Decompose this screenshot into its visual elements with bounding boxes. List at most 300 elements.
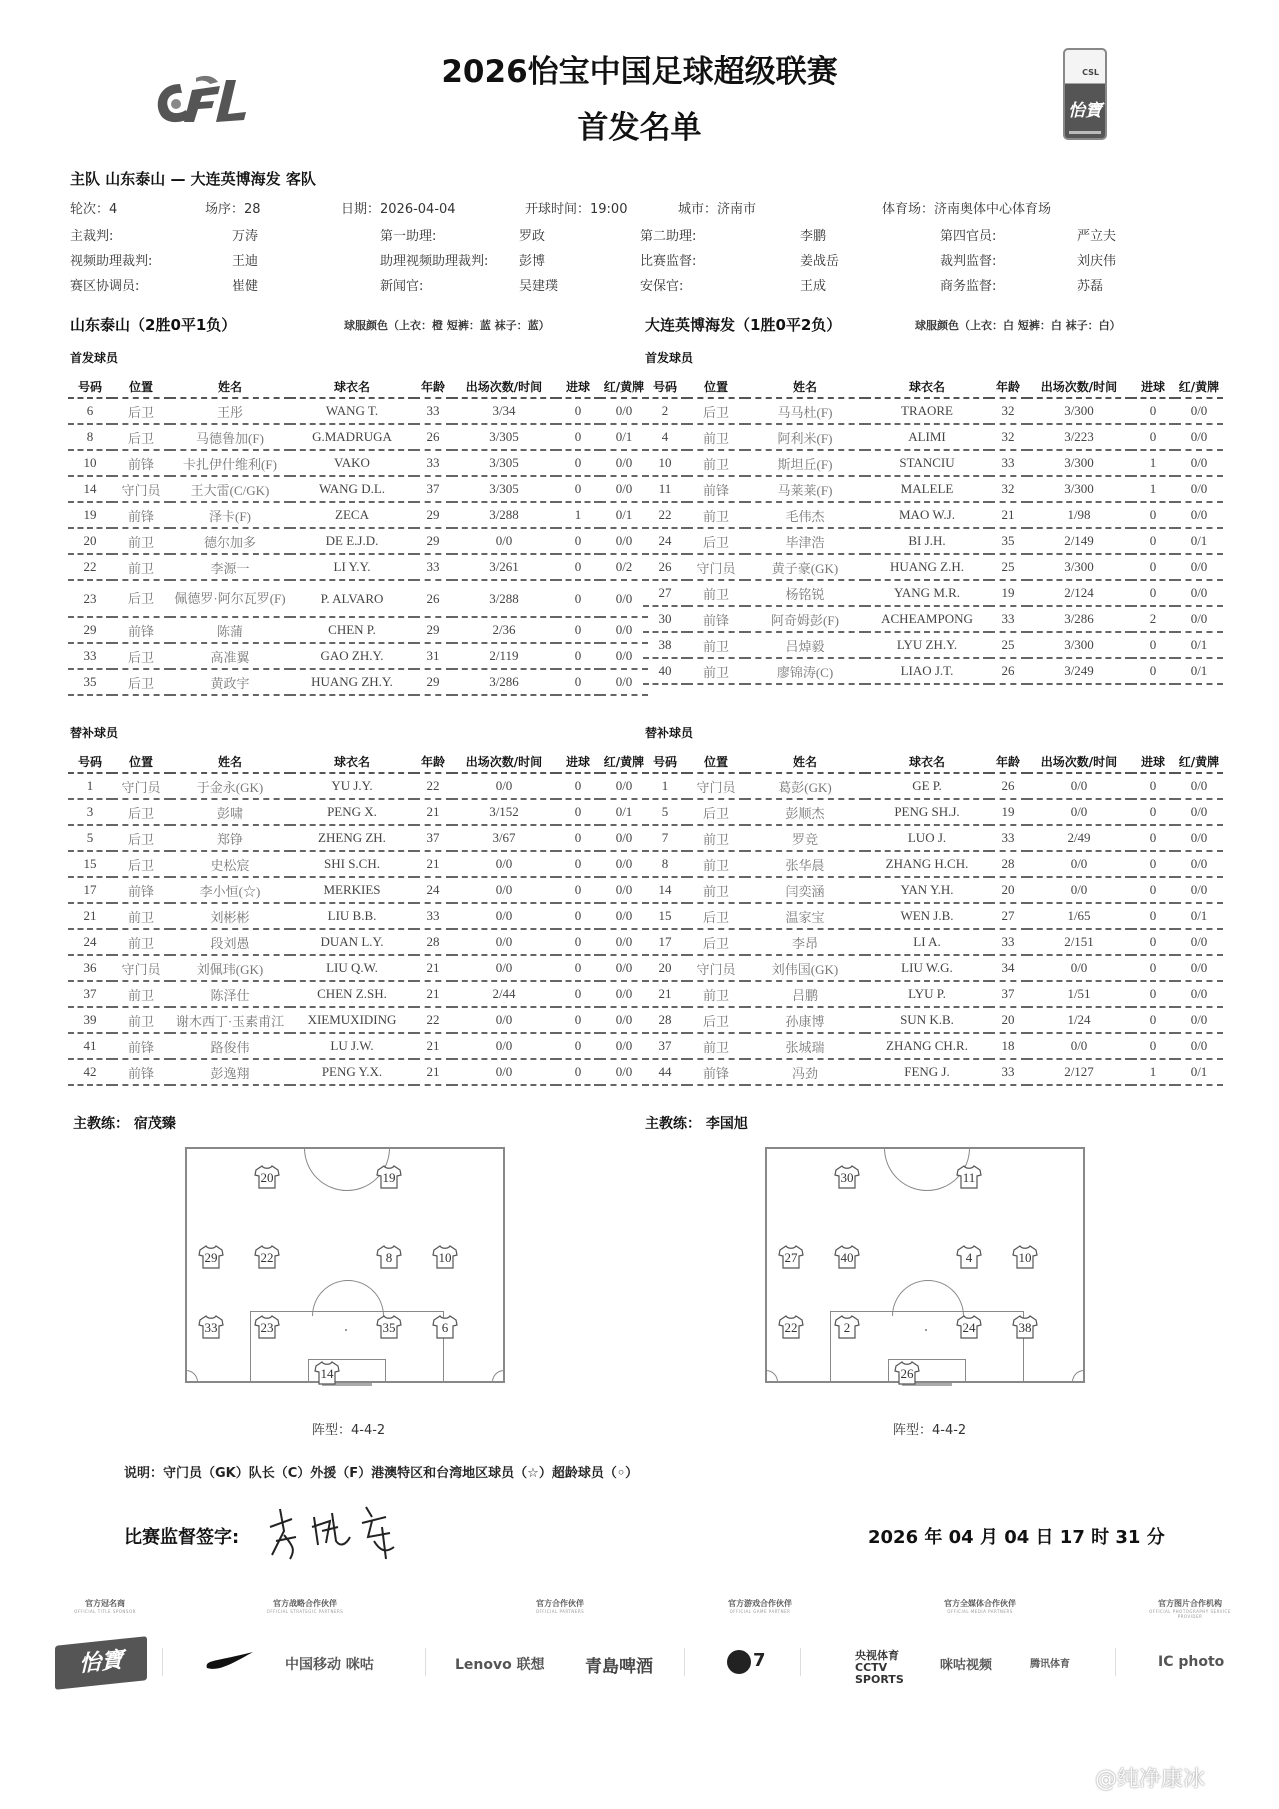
cell-position: 后卫 bbox=[687, 528, 745, 554]
cell-shirt-name: ZHANG H.CH. bbox=[865, 851, 989, 877]
cell-appearances: 2/151 bbox=[1027, 929, 1131, 955]
divider bbox=[1115, 1648, 1116, 1676]
cell-position: 后卫 bbox=[112, 669, 170, 695]
cell-appearances: 0/0 bbox=[452, 773, 556, 799]
cell-name: 孙康博 bbox=[745, 1007, 865, 1033]
cell-age: 37 bbox=[414, 825, 452, 851]
cell-cards: 0/0 bbox=[600, 398, 648, 424]
cell-age: 29 bbox=[414, 502, 452, 528]
cell-appearances: 0/0 bbox=[1027, 955, 1131, 981]
table-row bbox=[68, 502, 648, 528]
cell-cards: 0/0 bbox=[1175, 424, 1223, 450]
player-shirt bbox=[1012, 1245, 1038, 1269]
home-subs-title: 替补球员 bbox=[70, 726, 119, 740]
player-number: 23 bbox=[260, 1320, 274, 1335]
cell-goals: 0 bbox=[1131, 554, 1175, 580]
cell-appearances: 0/0 bbox=[1027, 1033, 1131, 1059]
player-number: 10 bbox=[438, 1250, 452, 1265]
table-row bbox=[643, 450, 1223, 476]
cell-shirt-name: ZHANG CH.R. bbox=[865, 1033, 989, 1059]
table-row bbox=[643, 903, 1223, 929]
table-row bbox=[643, 1033, 1223, 1059]
cell-goals: 0 bbox=[556, 554, 600, 580]
match-title: 主队 山东泰山 — 大连英博海发 客队 bbox=[70, 170, 316, 188]
column-header-position: 位置 bbox=[687, 376, 745, 398]
player-shirt bbox=[834, 1315, 860, 1339]
table-row bbox=[643, 877, 1223, 903]
cell-number: 4 bbox=[643, 424, 687, 450]
table-row bbox=[68, 424, 648, 450]
csl-logo-tag: CSL bbox=[1082, 68, 1099, 77]
cell-appearances: 1/51 bbox=[1027, 981, 1131, 1007]
cell-cards: 0/0 bbox=[600, 955, 648, 981]
table-row bbox=[643, 955, 1223, 981]
cell-goals: 0 bbox=[1131, 773, 1175, 799]
table-row bbox=[68, 1007, 648, 1033]
cell-age: 21 bbox=[414, 1059, 452, 1085]
cell-name: 葛彭(GK) bbox=[745, 773, 865, 799]
sponsor-category-cn: 官方冠名商 bbox=[85, 1599, 125, 1608]
sponsor-category bbox=[1140, 1598, 1240, 1619]
cell-age: 21 bbox=[414, 1033, 452, 1059]
cell-shirt-name: CHEN P. bbox=[290, 617, 414, 643]
table-row bbox=[68, 617, 648, 643]
table-row bbox=[643, 476, 1223, 502]
cell-goals: 0 bbox=[1131, 632, 1175, 658]
cell-shirt-name: MAO W.J. bbox=[865, 502, 989, 528]
csl-logo-brand: 怡寶 bbox=[1068, 101, 1102, 121]
table-row bbox=[643, 1007, 1223, 1033]
column-header-cards: 红/黄牌 bbox=[600, 751, 648, 773]
cell-age: 22 bbox=[414, 1007, 452, 1033]
official-value: 刘庆伟 bbox=[1077, 254, 1117, 269]
cell-appearances: 0/0 bbox=[1027, 799, 1131, 825]
cell-number: 44 bbox=[643, 1059, 687, 1085]
match-date: 日期：2026-04-04 bbox=[341, 202, 456, 217]
column-header-goals: 进球 bbox=[556, 751, 600, 773]
sponsor-category-cn: 官方战略合作伙伴 bbox=[273, 1599, 337, 1608]
official-label: 裁判监督: bbox=[940, 254, 997, 269]
official-label: 视频助理裁判: bbox=[70, 254, 153, 269]
player-number: 20 bbox=[260, 1170, 274, 1185]
cell-number: 6 bbox=[68, 398, 112, 424]
cell-age: 32 bbox=[989, 476, 1027, 502]
match-number: 场序：28 bbox=[205, 202, 261, 217]
cell-goals: 0 bbox=[1131, 528, 1175, 554]
cell-appearances: 3/300 bbox=[1027, 398, 1131, 424]
cell-goals: 0 bbox=[556, 528, 600, 554]
cell-shirt-name: BI J.H. bbox=[865, 528, 989, 554]
cell-cards: 0/0 bbox=[600, 903, 648, 929]
cell-age: 31 bbox=[414, 643, 452, 669]
column-header-age: 年龄 bbox=[989, 376, 1027, 398]
column-header-name: 姓名 bbox=[170, 751, 290, 773]
cell-cards: 0/0 bbox=[1175, 476, 1223, 502]
table-row bbox=[68, 1059, 648, 1085]
cell-name: 彭啸 bbox=[170, 799, 290, 825]
cell-goals: 0 bbox=[556, 580, 600, 617]
sponsor-logo-migu-video: 咪咕视频 bbox=[940, 1658, 993, 1673]
official-label: 安保官: bbox=[640, 279, 684, 294]
player-number: 29 bbox=[204, 1250, 218, 1265]
cell-goals: 0 bbox=[1131, 929, 1175, 955]
cell-number: 26 bbox=[643, 554, 687, 580]
table-row bbox=[68, 450, 648, 476]
column-header-goals: 进球 bbox=[1131, 751, 1175, 773]
sponsor-category-en: OFFICIAL PARTNERS bbox=[535, 1609, 585, 1614]
cell-position: 守门员 bbox=[687, 554, 745, 580]
cell-number: 28 bbox=[643, 1007, 687, 1033]
cell-age: 29 bbox=[414, 617, 452, 643]
cell-age: 33 bbox=[414, 903, 452, 929]
cell-appearances: 3/305 bbox=[452, 450, 556, 476]
cell-appearances: 0/0 bbox=[1027, 851, 1131, 877]
cell-name: 谢木西丁·玉素甫江 bbox=[170, 1007, 290, 1033]
cell-number: 7 bbox=[643, 825, 687, 851]
cell-cards: 0/0 bbox=[600, 877, 648, 903]
official-value: 彭博 bbox=[519, 254, 546, 269]
player-number: 22 bbox=[784, 1320, 798, 1335]
legend: 说明：守门员（GK）队长（C）外援（F）港澳特区和台湾地区球员（☆）超龄球员（◦） bbox=[124, 1466, 639, 1481]
cell-number: 8 bbox=[68, 424, 112, 450]
table-row bbox=[68, 851, 648, 877]
cell-goals: 0 bbox=[1131, 877, 1175, 903]
cell-goals: 0 bbox=[556, 669, 600, 695]
cell-cards: 0/0 bbox=[600, 580, 648, 617]
column-header-cards: 红/黄牌 bbox=[1175, 751, 1223, 773]
cell-position: 守门员 bbox=[687, 955, 745, 981]
cell-cards: 0/0 bbox=[1175, 851, 1223, 877]
cell-shirt-name: LI A. bbox=[865, 929, 989, 955]
divider bbox=[162, 1648, 163, 1676]
cell-age: 21 bbox=[414, 981, 452, 1007]
cell-position: 后卫 bbox=[112, 825, 170, 851]
cell-name: 黄子豪(GK) bbox=[745, 554, 865, 580]
cell-name: 张华晨 bbox=[745, 851, 865, 877]
cell-age: 21 bbox=[414, 851, 452, 877]
cell-name: 郑铮 bbox=[170, 825, 290, 851]
official-value: 崔健 bbox=[232, 279, 259, 294]
cell-number: 3 bbox=[68, 799, 112, 825]
cell-name: 王彤 bbox=[170, 398, 290, 424]
cell-position: 前锋 bbox=[112, 1059, 170, 1085]
cell-goals: 0 bbox=[556, 799, 600, 825]
cell-number: 22 bbox=[643, 502, 687, 528]
official-value: 万涛 bbox=[232, 229, 259, 244]
cell-number: 22 bbox=[68, 554, 112, 580]
cell-appearances: 0/0 bbox=[1027, 773, 1131, 799]
table-header-row bbox=[643, 751, 1223, 773]
table-row bbox=[68, 1033, 648, 1059]
cell-goals: 0 bbox=[1131, 1033, 1175, 1059]
cell-number: 17 bbox=[643, 929, 687, 955]
nike-swoosh-icon bbox=[205, 1650, 255, 1672]
official-label: 第四官员: bbox=[940, 229, 997, 244]
player-number: 14 bbox=[320, 1366, 334, 1381]
cell-name: 吕焯毅 bbox=[745, 632, 865, 658]
home-formation-pitch bbox=[185, 1147, 505, 1383]
cell-shirt-name: PENG SH.J. bbox=[865, 799, 989, 825]
cell-cards: 0/0 bbox=[1175, 502, 1223, 528]
cell-goals: 0 bbox=[1131, 424, 1175, 450]
cell-shirt-name: LU J.W. bbox=[290, 1033, 414, 1059]
cell-age: 20 bbox=[989, 877, 1027, 903]
cell-age: 35 bbox=[989, 528, 1027, 554]
cell-name: 高准翼 bbox=[170, 643, 290, 669]
table-header-row bbox=[68, 376, 648, 398]
player-number: 10 bbox=[1018, 1250, 1032, 1265]
cell-goals: 0 bbox=[556, 450, 600, 476]
sponsor-category-en: OFFICIAL PHOTOGRAPHY SERVICE PROVIDER bbox=[1149, 1609, 1231, 1619]
cell-number: 8 bbox=[643, 851, 687, 877]
cell-age: 29 bbox=[414, 528, 452, 554]
player-shirt bbox=[198, 1315, 224, 1339]
player-number: 4 bbox=[965, 1250, 973, 1265]
sponsor-category-en: OFFICIAL MEDIA PARTNERS bbox=[947, 1609, 1013, 1614]
cell-position: 前卫 bbox=[687, 851, 745, 877]
cell-cards: 0/0 bbox=[600, 929, 648, 955]
cell-goals: 0 bbox=[1131, 903, 1175, 929]
cell-position: 后卫 bbox=[112, 643, 170, 669]
player-number: 35 bbox=[382, 1320, 396, 1335]
cell-goals: 0 bbox=[556, 773, 600, 799]
divider bbox=[684, 1648, 685, 1676]
cell-appearances: 3/300 bbox=[1027, 450, 1131, 476]
player-shirt bbox=[254, 1245, 280, 1269]
cell-goals: 0 bbox=[1131, 981, 1175, 1007]
cell-age: 19 bbox=[989, 799, 1027, 825]
cell-cards: 0/0 bbox=[1175, 955, 1223, 981]
cell-appearances: 2/124 bbox=[1027, 580, 1131, 606]
player-shirt bbox=[956, 1315, 982, 1339]
cell-age: 29 bbox=[414, 669, 452, 695]
home-coach-label: 主教练： bbox=[73, 1116, 129, 1132]
cell-appearances: 3/288 bbox=[452, 502, 556, 528]
cell-goals: 0 bbox=[556, 398, 600, 424]
cell-position: 前卫 bbox=[687, 877, 745, 903]
official-value: 吴建璞 bbox=[519, 279, 559, 294]
sponsor-logo-cctv: 央视体育 CCTV SPORTS bbox=[855, 1649, 904, 1686]
cell-position: 前锋 bbox=[687, 1059, 745, 1085]
column-header-appearances: 出场次数/时间 bbox=[452, 376, 556, 398]
cell-position: 前锋 bbox=[112, 617, 170, 643]
cell-name: 彭逸翔 bbox=[170, 1059, 290, 1085]
weibo-watermark: @纯净康冰 bbox=[1095, 1767, 1206, 1792]
table-row bbox=[68, 669, 648, 695]
cell-goals: 1 bbox=[556, 502, 600, 528]
cell-shirt-name: TRAORE bbox=[865, 398, 989, 424]
cell-shirt-name: WEN J.B. bbox=[865, 903, 989, 929]
cell-number: 5 bbox=[68, 825, 112, 851]
player-shirt bbox=[198, 1245, 224, 1269]
sponsor-category-cn: 官方全媒体合作伙伴 bbox=[944, 1599, 1016, 1608]
column-header-name: 姓名 bbox=[170, 376, 290, 398]
cell-age: 37 bbox=[989, 981, 1027, 1007]
cell-goals: 0 bbox=[556, 825, 600, 851]
player-shirt bbox=[376, 1245, 402, 1269]
cell-number: 41 bbox=[68, 1033, 112, 1059]
home-coach bbox=[73, 1113, 176, 1133]
divider bbox=[425, 1648, 426, 1676]
cell-name: 冯劲 bbox=[745, 1059, 865, 1085]
cell-age: 32 bbox=[989, 398, 1027, 424]
player-shirt bbox=[254, 1315, 280, 1339]
cell-appearances: 3/34 bbox=[452, 398, 556, 424]
cell-appearances: 3/286 bbox=[1027, 606, 1131, 632]
sponsor-category-cn: 官方游戏合作伙伴 bbox=[728, 1599, 792, 1608]
cell-age: 34 bbox=[989, 955, 1027, 981]
column-header-cards: 红/黄牌 bbox=[1175, 376, 1223, 398]
table-row bbox=[68, 877, 648, 903]
cell-age: 33 bbox=[989, 929, 1027, 955]
cell-appearances: 3/286 bbox=[452, 669, 556, 695]
cell-shirt-name: LIU B.B. bbox=[290, 903, 414, 929]
table-row bbox=[68, 773, 648, 799]
table-row bbox=[68, 580, 648, 617]
cell-appearances: 0/0 bbox=[452, 955, 556, 981]
cell-goals: 2 bbox=[1131, 606, 1175, 632]
cell-age: 33 bbox=[989, 825, 1027, 851]
cell-appearances: 1/24 bbox=[1027, 1007, 1131, 1033]
cell-age: 33 bbox=[989, 606, 1027, 632]
cell-number: 24 bbox=[68, 929, 112, 955]
cell-shirt-name: LI Y.Y. bbox=[290, 554, 414, 580]
sponsor-logo-migu: 中国移动 咪咕 bbox=[285, 1657, 374, 1673]
cell-cards: 0/0 bbox=[1175, 1033, 1223, 1059]
cell-age: 28 bbox=[989, 851, 1027, 877]
player-shirt bbox=[834, 1245, 860, 1269]
cell-number: 1 bbox=[68, 773, 112, 799]
cell-position: 前卫 bbox=[687, 825, 745, 851]
cell-cards: 0/0 bbox=[600, 528, 648, 554]
cell-shirt-name: HUANG Z.H. bbox=[865, 554, 989, 580]
cell-goals: 0 bbox=[1131, 851, 1175, 877]
cell-name: 泽卡(F) bbox=[170, 502, 290, 528]
cell-name: 李小恒(☆) bbox=[170, 877, 290, 903]
cell-name: 陈蒲 bbox=[170, 617, 290, 643]
cell-goals: 0 bbox=[1131, 580, 1175, 606]
cell-cards: 0/1 bbox=[1175, 528, 1223, 554]
player-shirt bbox=[894, 1361, 920, 1385]
table-row bbox=[68, 398, 648, 424]
cell-position: 守门员 bbox=[112, 773, 170, 799]
table-row bbox=[643, 851, 1223, 877]
cell-age: 26 bbox=[414, 424, 452, 450]
cell-goals: 0 bbox=[556, 643, 600, 669]
signature-image bbox=[262, 1497, 422, 1567]
cell-shirt-name: LIU W.G. bbox=[865, 955, 989, 981]
sponsor-logo-text: 怡寶 bbox=[78, 1647, 123, 1678]
cell-cards: 0/0 bbox=[1175, 929, 1223, 955]
cell-age: 33 bbox=[989, 1059, 1027, 1085]
round: 轮次：4 bbox=[70, 202, 118, 217]
cell-position: 后卫 bbox=[687, 1007, 745, 1033]
column-header-appearances: 出场次数/时间 bbox=[1027, 751, 1131, 773]
cell-shirt-name: G.MADRUGA bbox=[290, 424, 414, 450]
cell-name: 刘伟国(GK) bbox=[745, 955, 865, 981]
player-shirt bbox=[956, 1165, 982, 1189]
table-row bbox=[643, 580, 1223, 606]
column-header-number: 号码 bbox=[643, 376, 687, 398]
player-number: 6 bbox=[441, 1320, 449, 1335]
cell-goals: 0 bbox=[1131, 799, 1175, 825]
cell-goals: 0 bbox=[1131, 658, 1175, 684]
cell-shirt-name: MERKIES bbox=[290, 877, 414, 903]
column-header-age: 年龄 bbox=[414, 751, 452, 773]
table-row bbox=[68, 528, 648, 554]
player-shirt bbox=[834, 1165, 860, 1189]
cell-position: 前卫 bbox=[112, 903, 170, 929]
official-label: 新闻官: bbox=[380, 279, 424, 294]
sponsor-category-cn: 官方合作伙伴 bbox=[536, 1599, 584, 1608]
cell-position: 后卫 bbox=[112, 799, 170, 825]
cell-number: 1 bbox=[643, 773, 687, 799]
cell-number: 14 bbox=[643, 877, 687, 903]
column-header-appearances: 出场次数/时间 bbox=[452, 751, 556, 773]
cell-age: 27 bbox=[989, 903, 1027, 929]
cell-number: 17 bbox=[68, 877, 112, 903]
corner-arc bbox=[186, 1370, 198, 1382]
cell-age: 25 bbox=[989, 554, 1027, 580]
cell-goals: 0 bbox=[556, 877, 600, 903]
sponsor-category bbox=[700, 1598, 820, 1614]
away-formation-pitch bbox=[765, 1147, 1085, 1383]
cell-cards: 0/0 bbox=[1175, 580, 1223, 606]
table-row bbox=[643, 398, 1223, 424]
cell-appearances: 3/305 bbox=[452, 424, 556, 450]
cell-name: 卡扎伊什维利(F) bbox=[170, 450, 290, 476]
table-row bbox=[68, 476, 648, 502]
cell-age: 33 bbox=[989, 450, 1027, 476]
official-label: 助理视频助理裁判: bbox=[380, 254, 489, 269]
table-row bbox=[68, 554, 648, 580]
cell-goals: 0 bbox=[556, 1033, 600, 1059]
cell-age: 19 bbox=[989, 580, 1027, 606]
cell-number: 2 bbox=[643, 398, 687, 424]
cell-shirt-name: XIEMUXIDING bbox=[290, 1007, 414, 1033]
column-header-position: 位置 bbox=[687, 751, 745, 773]
away-subs-table bbox=[643, 751, 1223, 1086]
cell-appearances: 0/0 bbox=[452, 851, 556, 877]
cell-appearances: 3/305 bbox=[452, 476, 556, 502]
cell-position: 前卫 bbox=[687, 502, 745, 528]
player-number: 30 bbox=[840, 1170, 854, 1185]
column-header-cards: 红/黄牌 bbox=[600, 376, 648, 398]
away-kit-colors: 球服颜色（上衣：白 短裤：白 袜子：白） bbox=[915, 319, 1121, 332]
table-row bbox=[68, 981, 648, 1007]
sponsor-logo-icphoto: IC photo bbox=[1158, 1654, 1225, 1670]
cell-age: 21 bbox=[989, 502, 1027, 528]
column-header-goals: 进球 bbox=[556, 376, 600, 398]
cell-goals: 1 bbox=[1131, 450, 1175, 476]
cell-name: 史松宸 bbox=[170, 851, 290, 877]
table-row bbox=[643, 606, 1223, 632]
column-header-number: 号码 bbox=[68, 376, 112, 398]
table-row bbox=[643, 424, 1223, 450]
column-header-position: 位置 bbox=[112, 376, 170, 398]
player-shirt bbox=[254, 1165, 280, 1189]
cell-name: 刘彬彬 bbox=[170, 903, 290, 929]
cell-age: 28 bbox=[414, 929, 452, 955]
cell-shirt-name: PENG X. bbox=[290, 799, 414, 825]
table-row bbox=[643, 929, 1223, 955]
cell-number: 33 bbox=[68, 643, 112, 669]
cell-name: 杨铭锐 bbox=[745, 580, 865, 606]
cell-appearances: 2/127 bbox=[1027, 1059, 1131, 1085]
cell-appearances: 3/300 bbox=[1027, 554, 1131, 580]
cell-age: 18 bbox=[989, 1033, 1027, 1059]
cell-goals: 0 bbox=[556, 903, 600, 929]
